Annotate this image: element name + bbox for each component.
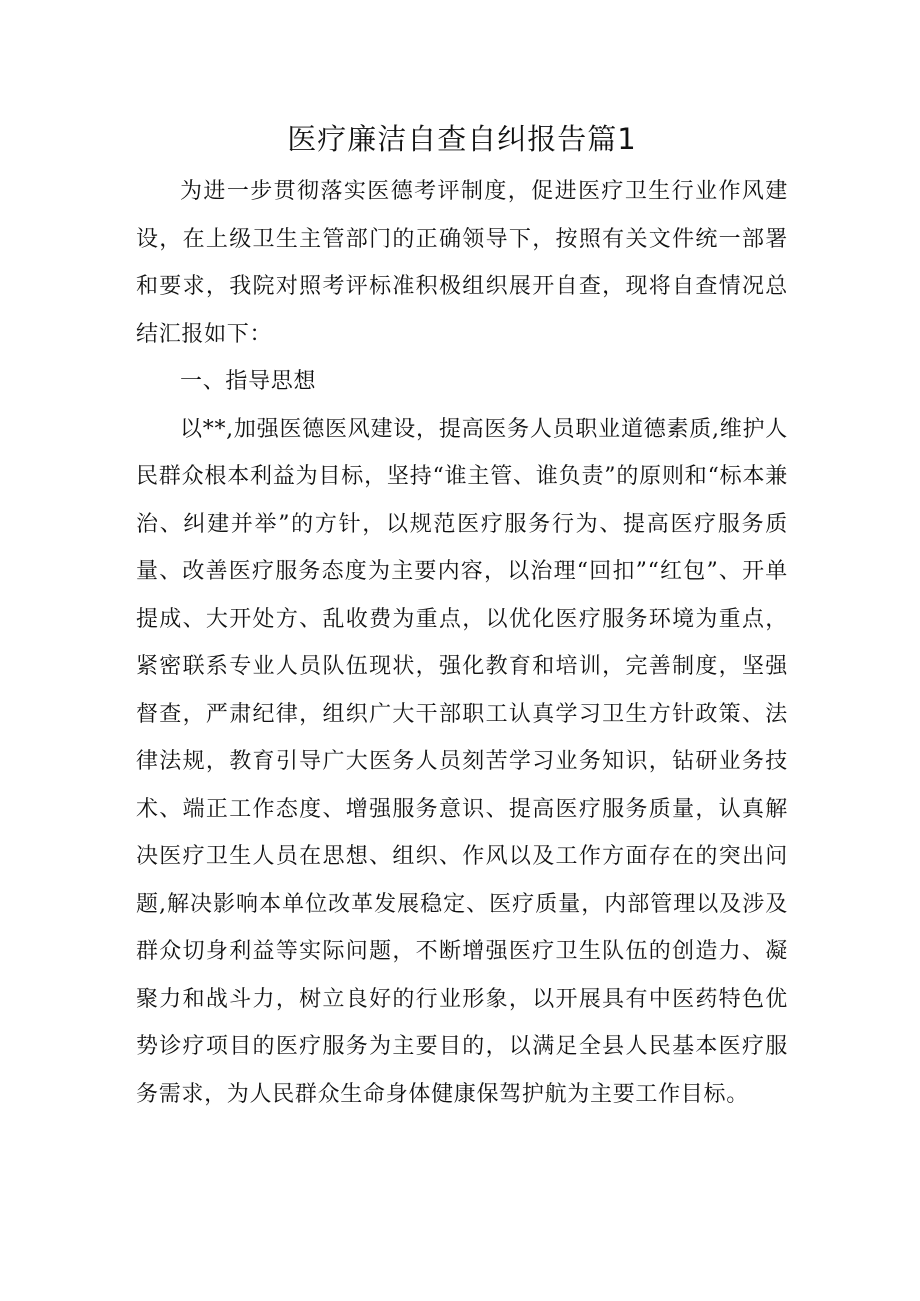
document-content [136,118,788,1118]
document-title: 医疗廉洁自查自纠报告篇1 [287,122,637,156]
intro-paragraph: 为进一步贯彻落实医德考评制度，促进医疗卫生行业作风建设，在上级卫生主管部门的正确领导下，按照有关文件统一部署和要求，我院对照考评标准积极组织展开自查，现将自查情况总结汇报如下： [136,179,788,347]
section-heading: 一、指导思想 [180,369,317,394]
body-paragraph: 以**,加强医德医风建设，提高医务人员职业道德素质,维护人民群众根本利益为目标，坚持“谁主管、谁负责”的原则和“标本兼治、纠建并举”的方针，以规范医疗服务行为、提高医疗服务质量、改善医疗服务态度为主要内容，以治理“回扣”“红包”、开单提成、大开处方、乱收费为重点，以优化医疗服务环境为重点，紧密联系专业人员队伍现状，强化教育和培训，完善制度，坚强督查，严肃纪律，组织广大干部职工认真学习卫生方针政策、法律法规，教育引导广大医务人员刻苦学习业务知识，钻研业务技术、端正工作态度、增强服务意识、提高医疗服务质量，认真解决医疗卫生人员在思想、组织、作风以及工作方面存在的突出问题,解决影响本单位改革发展稳定、医疗质量，内部管理以及涉及群众切身利益等实际问题，不断增强医疗卫生队伍的创造力、凝聚力和战斗力，树立良好的行业形象，以开展具有中医药特色优势诊疗项目的医疗服务为主要目的，以满足全县人民基本医疗服务需求，为人民群众生命身体健康保驾护航为主要工作目标。 [136,416,788,1107]
